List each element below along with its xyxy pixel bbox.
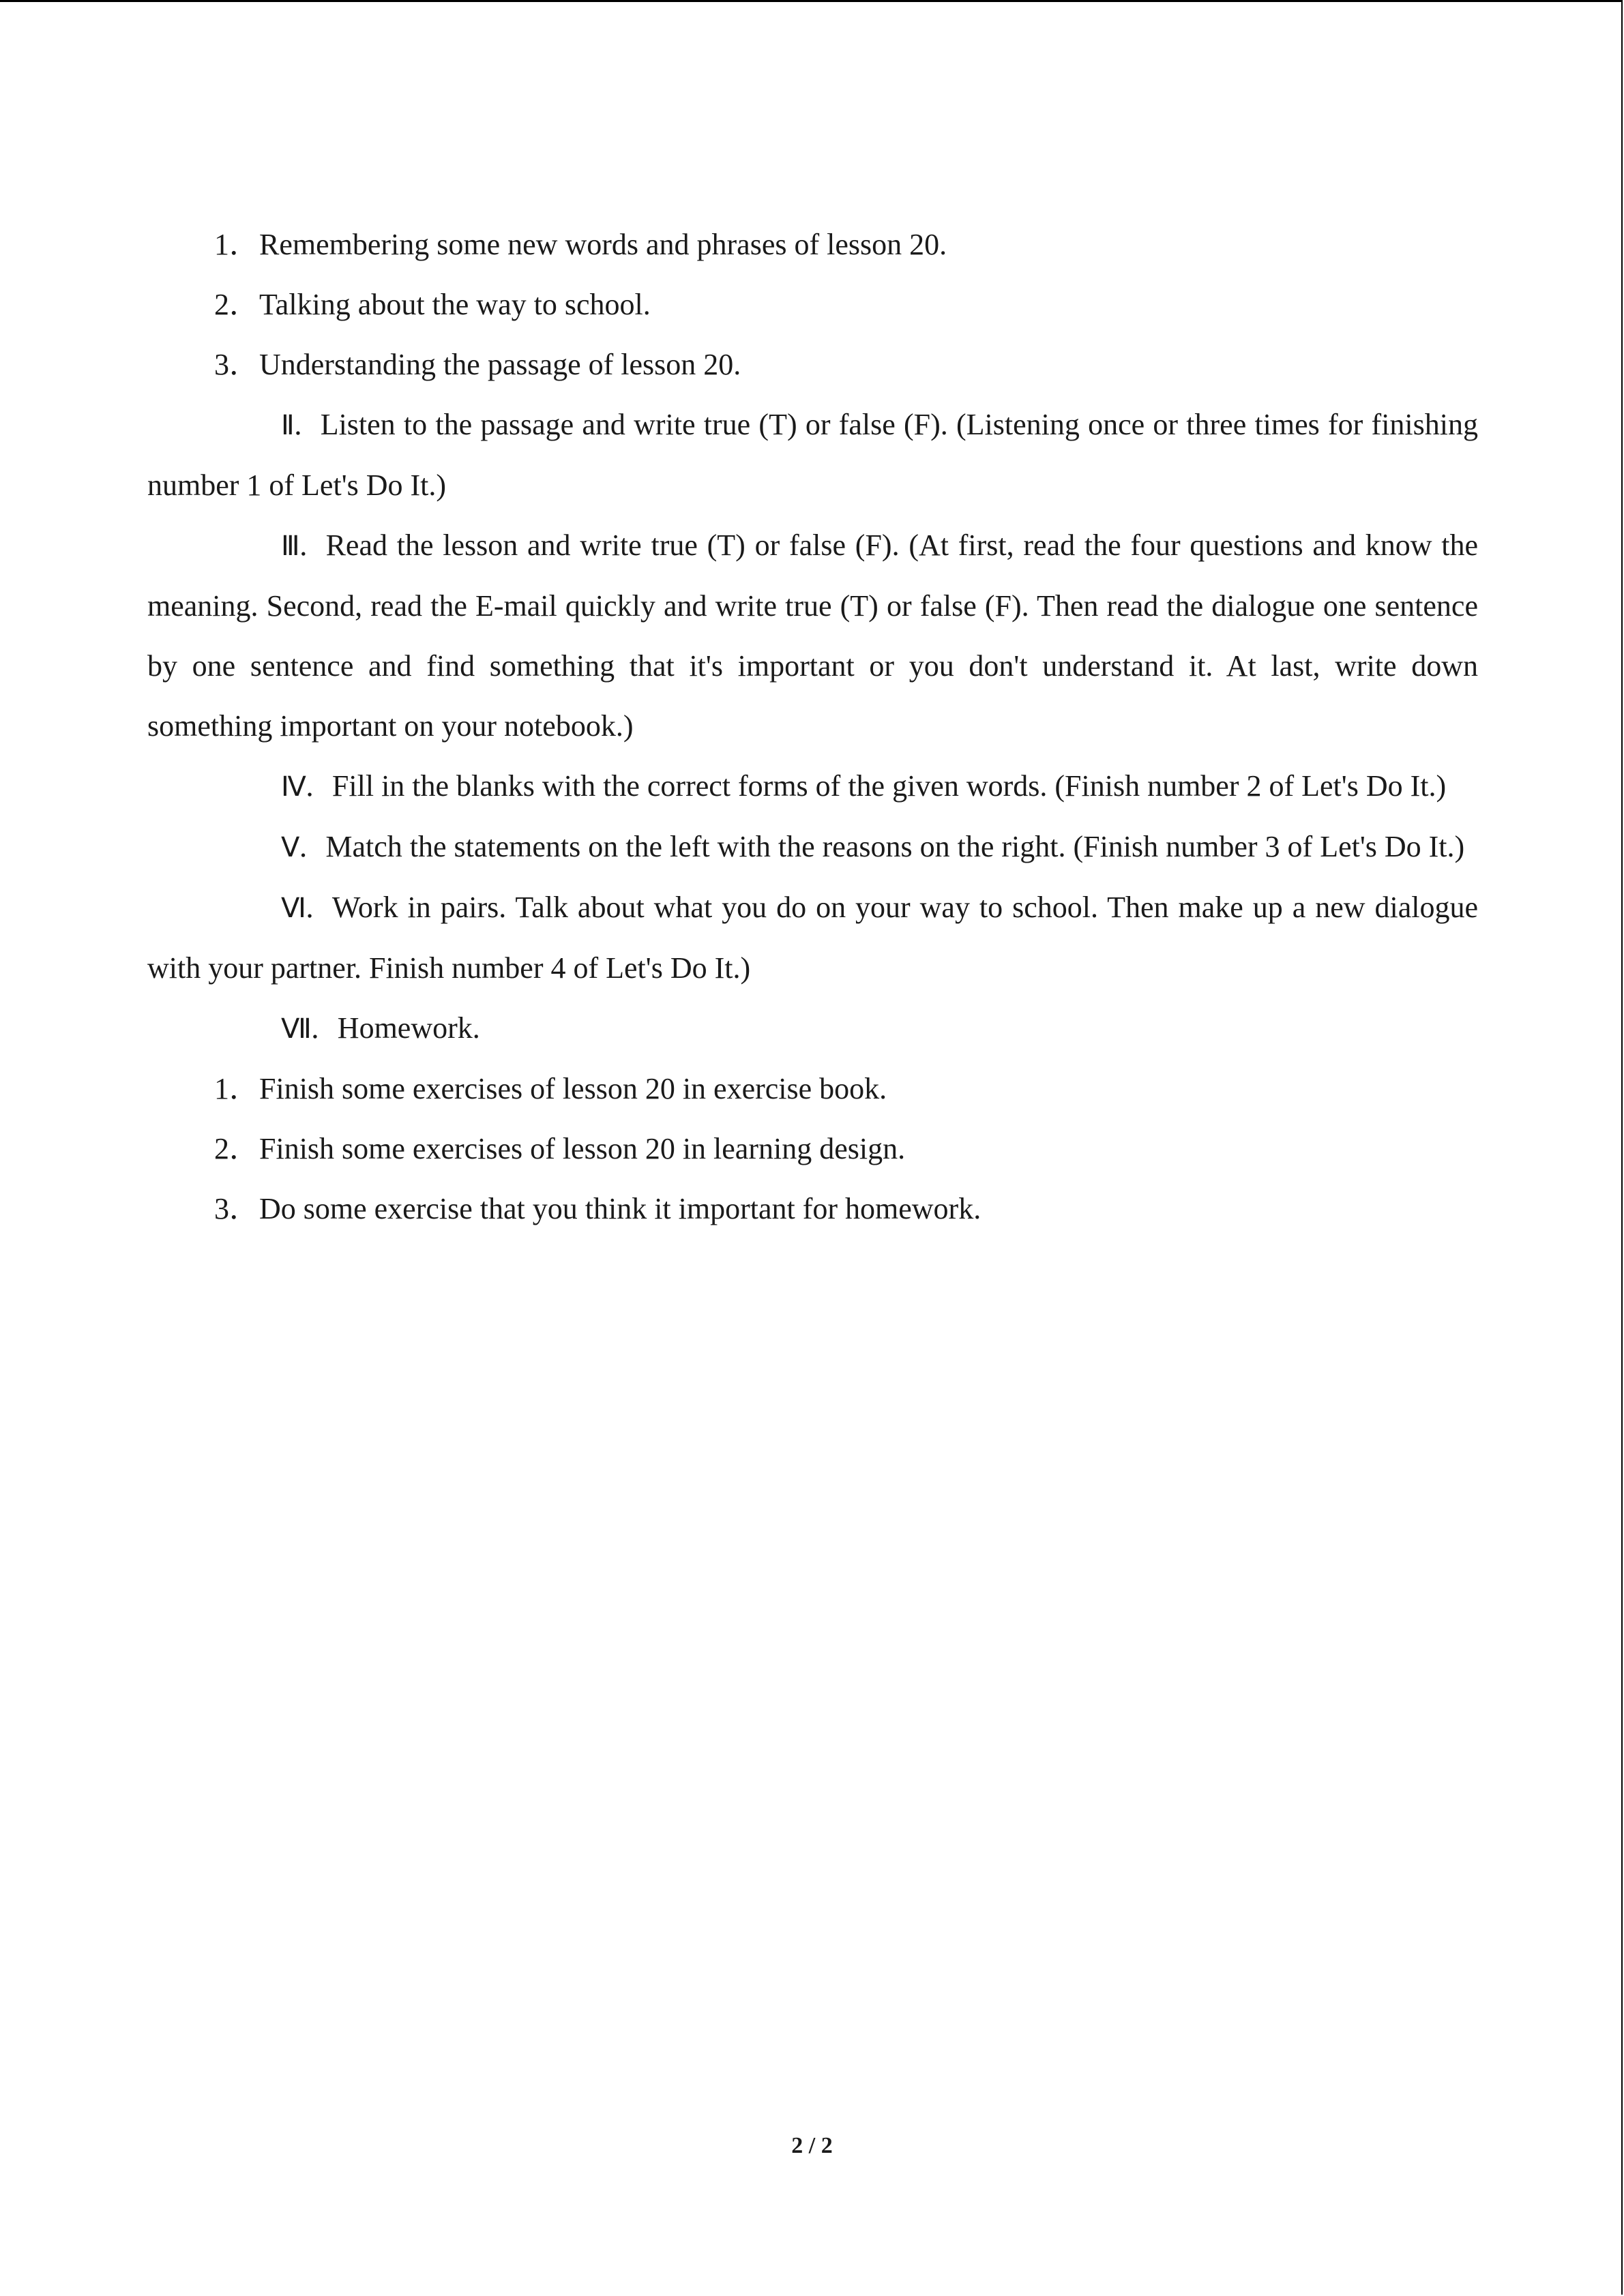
step-text: Fill in the blanks with the correct forms of the given words. (Finish number 2 of Let's Do It.) (331, 769, 1447, 803)
objective-number: 3． (214, 348, 259, 381)
homework-number: 1． (214, 1072, 259, 1105)
page-number: 2 / 2 (791, 2133, 833, 2158)
step-paragraph (147, 756, 1478, 817)
step-paragraph (147, 878, 1478, 998)
objective-text: Understanding the passage of lesson 20. (259, 348, 741, 381)
homework-item (147, 1059, 1478, 1119)
step-number: Ⅲ． (281, 531, 326, 562)
step-text: Listen to the passage and write true (T) or false (F). (Listening once or three times for finishing number 1 of Let's Do It.) (147, 408, 1478, 502)
objective-text: Talking about the way to school. (259, 288, 651, 321)
step-number: Ⅶ． (281, 1013, 338, 1045)
step-paragraph (147, 817, 1478, 878)
step-number: Ⅱ． (281, 410, 321, 441)
objective-item (147, 335, 1478, 395)
objective-number: 1． (214, 228, 259, 261)
step-number: Ⅵ． (281, 893, 332, 924)
step-paragraph (147, 516, 1478, 756)
step-text: Work in pairs. Talk about what you do on your way to school. Then make up a new dialogue with your partner. Finish number 4 of Let's Do It.) (147, 891, 1478, 985)
homework-item (147, 1179, 1478, 1239)
lesson-plan-body (147, 215, 1478, 1239)
objective-item (147, 275, 1478, 335)
step-number: Ⅳ． (281, 771, 332, 803)
step-text: Match the statements on the left with the reasons on the right. (Finish number 3 of Let's Do It.) (325, 830, 1465, 863)
objective-number: 2． (214, 288, 259, 321)
homework-number: 3． (214, 1192, 259, 1225)
homework-item (147, 1119, 1478, 1179)
step-paragraph (147, 395, 1478, 516)
objective-item (147, 215, 1478, 275)
homework-number: 2． (214, 1132, 259, 1165)
step-paragraph (147, 998, 1478, 1059)
objective-text: Remembering some new words and phrases of lesson 20. (259, 228, 947, 261)
homework-text: Finish some exercises of lesson 20 in learning design. (259, 1132, 906, 1165)
step-text: Read the lesson and write true (T) or false (F). (At first, read the four questions and know the meaning. Second, read the E-mail quickly and write true (T) or false (F). Then read the dialogue one sentence by one sentence and find something that it's important or you don't understand it. At last, write down something important on your notebook.) (147, 528, 1478, 743)
step-text: Homework. (337, 1011, 480, 1045)
step-number: Ⅴ． (281, 832, 326, 863)
homework-text: Do some exercise that you think it important for homework. (259, 1192, 981, 1225)
homework-text: Finish some exercises of lesson 20 in exercise book. (259, 1072, 887, 1105)
